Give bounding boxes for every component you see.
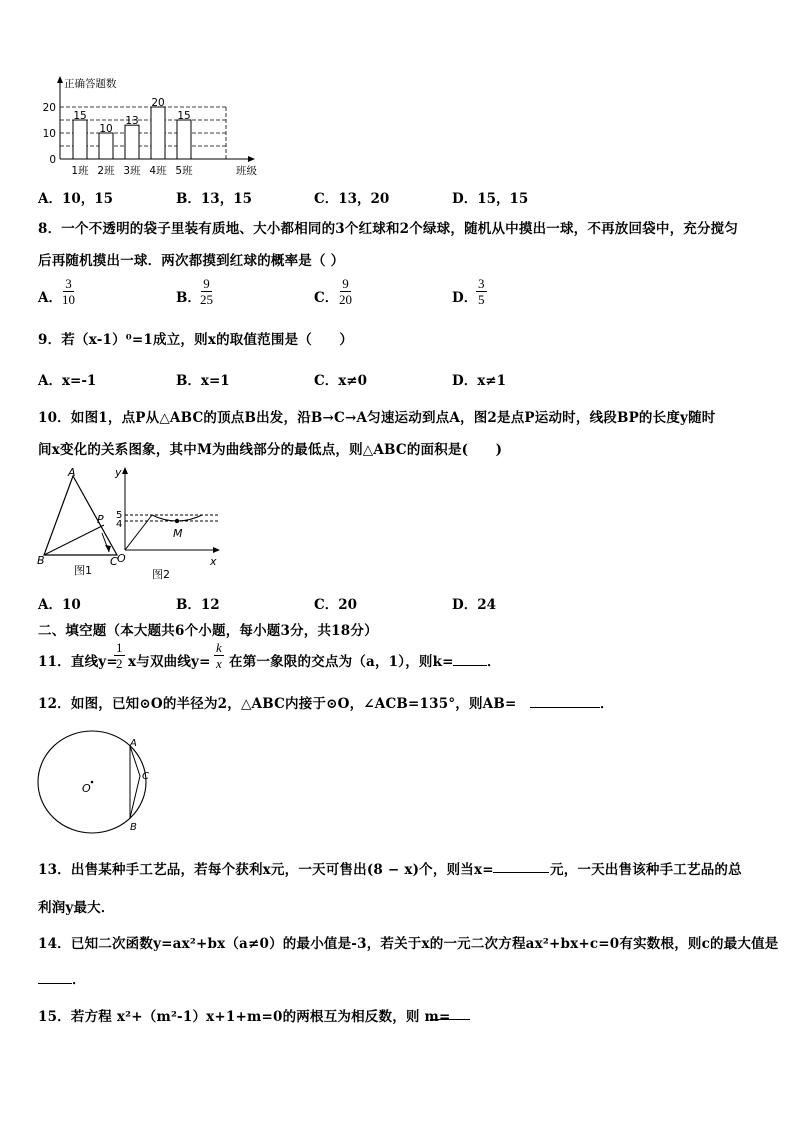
q9-option-a: A．x=-1 [38,373,97,389]
origin-label: O [117,552,126,565]
q13-part2: 元，一天出售该种手工艺品的总 [550,862,742,878]
x-axis-arrow [248,156,255,162]
q12-figure-circle [34,726,159,838]
y-axis-arrow [122,467,128,474]
label-p: P [97,513,104,526]
q10-option-d: D．24 [452,597,496,613]
label-m: M [173,527,183,540]
x-axis-title: 班级 [236,165,257,177]
bar-value-label-5: 15 [177,110,191,122]
tick-4: 4 [116,519,123,530]
q10-figure2 [112,460,232,582]
q11-part3: 在第一象限的交点为（a，1），则k= [229,654,454,670]
motion-arrowhead [105,545,111,552]
q10-option-c: C．20 [314,597,358,613]
q12-answer-blank[interactable] [530,692,614,712]
q8-option-a-label: A． [38,290,62,306]
label-o: O [82,782,91,795]
figure2-caption: 图2 [152,568,170,581]
q8-stem-line1: 8．一个不透明的袋子里装有质地、大小都相同的3个红球和2个绿球，随机从中摸出一球，不再放回袋中，充分搅匀 [38,221,739,237]
q11-frac1-num: 1 [116,640,123,655]
tick-5: 5 [116,510,123,521]
q8-option-d-num: 3 [478,276,485,291]
bar-2 [99,133,113,159]
category-label-2: 2班 [97,165,115,177]
bar-chart [30,70,260,182]
q14-end: ． [72,972,86,988]
bar-1 [73,120,87,159]
q9-option-d: D．x≠1 [452,373,506,389]
q11-frac1-den: 2 [116,656,123,671]
axis-label-y: y [115,466,122,479]
q9-option-b: B．x=1 [176,373,230,389]
label-a: A [68,466,76,479]
q15-stem: 15．若方程 x²+（m²-1）x+1+m=0的两根互为相反数，则 m= [38,1009,451,1025]
section-heading: 二、填空题（本大题共6个小题，每小题3分，共18分） [38,623,378,639]
q8-option-d-fraction [476,276,487,307]
q7-option-b: B．13，15 [176,191,252,207]
graph-line-segment [125,515,152,550]
q10-option-a: A．10 [38,597,81,613]
q13-part1: 13．出售某种手工艺品，若每个获利x元，一天可售出(8 − x)个，则当x= [38,862,494,878]
bar-value-label-2: 10 [99,123,113,135]
q11-frac2-num: k [216,640,222,655]
q8-option-c-den: 20 [339,292,352,307]
q8-option-a-num: 3 [65,276,72,291]
q7-option-a: A．10，15 [38,191,114,207]
q13-answer-blank[interactable] [493,858,549,877]
label-a: A [130,738,137,749]
q8-option-b-fraction [200,276,213,307]
category-label-1: 1班 [71,165,89,177]
center-o [91,781,94,784]
q9-stem: 9．若（x-1）⁰=1成立，则x的取值范围是（ ） [38,332,354,348]
q8-option-d-den: 5 [478,292,485,307]
q15-answer-blank[interactable] [430,1005,470,1024]
label-c: C [142,771,149,782]
q8-option-c-num: 9 [342,276,349,291]
y-tick-label-0: 20 [42,102,56,114]
q8-option-c-fraction [339,276,352,307]
q11-fraction-k-over-x [214,640,224,671]
label-b: B [130,822,137,833]
q8-option-d-label: D． [452,290,478,306]
q8-option-a-den: 10 [62,292,75,307]
y-tick-label-2: 0 [49,154,56,166]
q9-option-c: C．x≠0 [314,373,367,389]
x-axis-arrow [213,547,220,553]
label-c: C [110,555,118,568]
q7-option-d: D．15，15 [452,191,529,207]
q8-stem-line2: 后再随机摸出一球．两次都摸到红球的概率是（ ） [38,253,345,269]
figure1-caption: 图1 [74,564,92,577]
q14-stem: 14．已知二次函数y=ax²+bx（a≠0）的最小值是-3，若关于x的一元二次方程ax²+bx+c=0有实数根，则c的最大值是 [38,936,779,952]
q12-end: ． [600,696,614,712]
bar-4 [151,107,165,159]
axis-label-x: x [210,555,217,568]
q10-stem-line2: 间x变化的关系图象，其中M为曲线部分的最低点，则△ABC的面积是( ) [38,442,503,458]
label-b: B [37,554,45,567]
category-label-4: 4班 [149,165,167,177]
q12-stem: 12．如图，已知⊙O的半径为2，△ABC内接于⊙O，∠ACB=135°，则AB= [38,696,517,712]
q11-part2: x与双曲线y= [128,654,211,670]
q8-option-b-label: B． [176,290,201,306]
q7-option-c: C．13，20 [314,191,390,207]
bar-value-label-3: 13 [125,115,139,128]
bar-3 [125,125,139,159]
q11-frac2-den: x [216,656,222,671]
q11-fraction-half [114,640,125,671]
y-axis-title: 正确答题数 [64,78,117,90]
point-m [175,519,179,523]
category-label-5: 5班 [175,165,193,177]
bar-value-label-4: 20 [151,97,165,109]
q10-stem-line1: 10．如图1，点P从△ABC的顶点B出发，沿B→C→A匀速运动到点A，图2是点P运动时，线段BP的长度y随时 [38,410,716,426]
bar-5 [177,120,191,159]
q11-answer-blank[interactable] [453,650,501,670]
q14-answer-blank[interactable] [38,968,86,988]
q10-option-b: B．12 [176,597,220,613]
q13-line2: 利润y最大． [38,900,115,916]
y-tick-label-1: 10 [42,128,56,140]
bar-value-label-1: 15 [73,110,87,122]
q8-option-c-label: C． [314,290,339,306]
q8-option-b-num: 9 [203,276,210,291]
y-axis-arrow [57,76,63,83]
q11-end: ． [487,654,501,670]
category-label-3: 3班 [123,165,141,177]
q8-option-a-fraction [62,276,75,307]
q8-option-b-den: 25 [200,292,213,307]
q11-part1: 11．直线y= [38,654,118,670]
